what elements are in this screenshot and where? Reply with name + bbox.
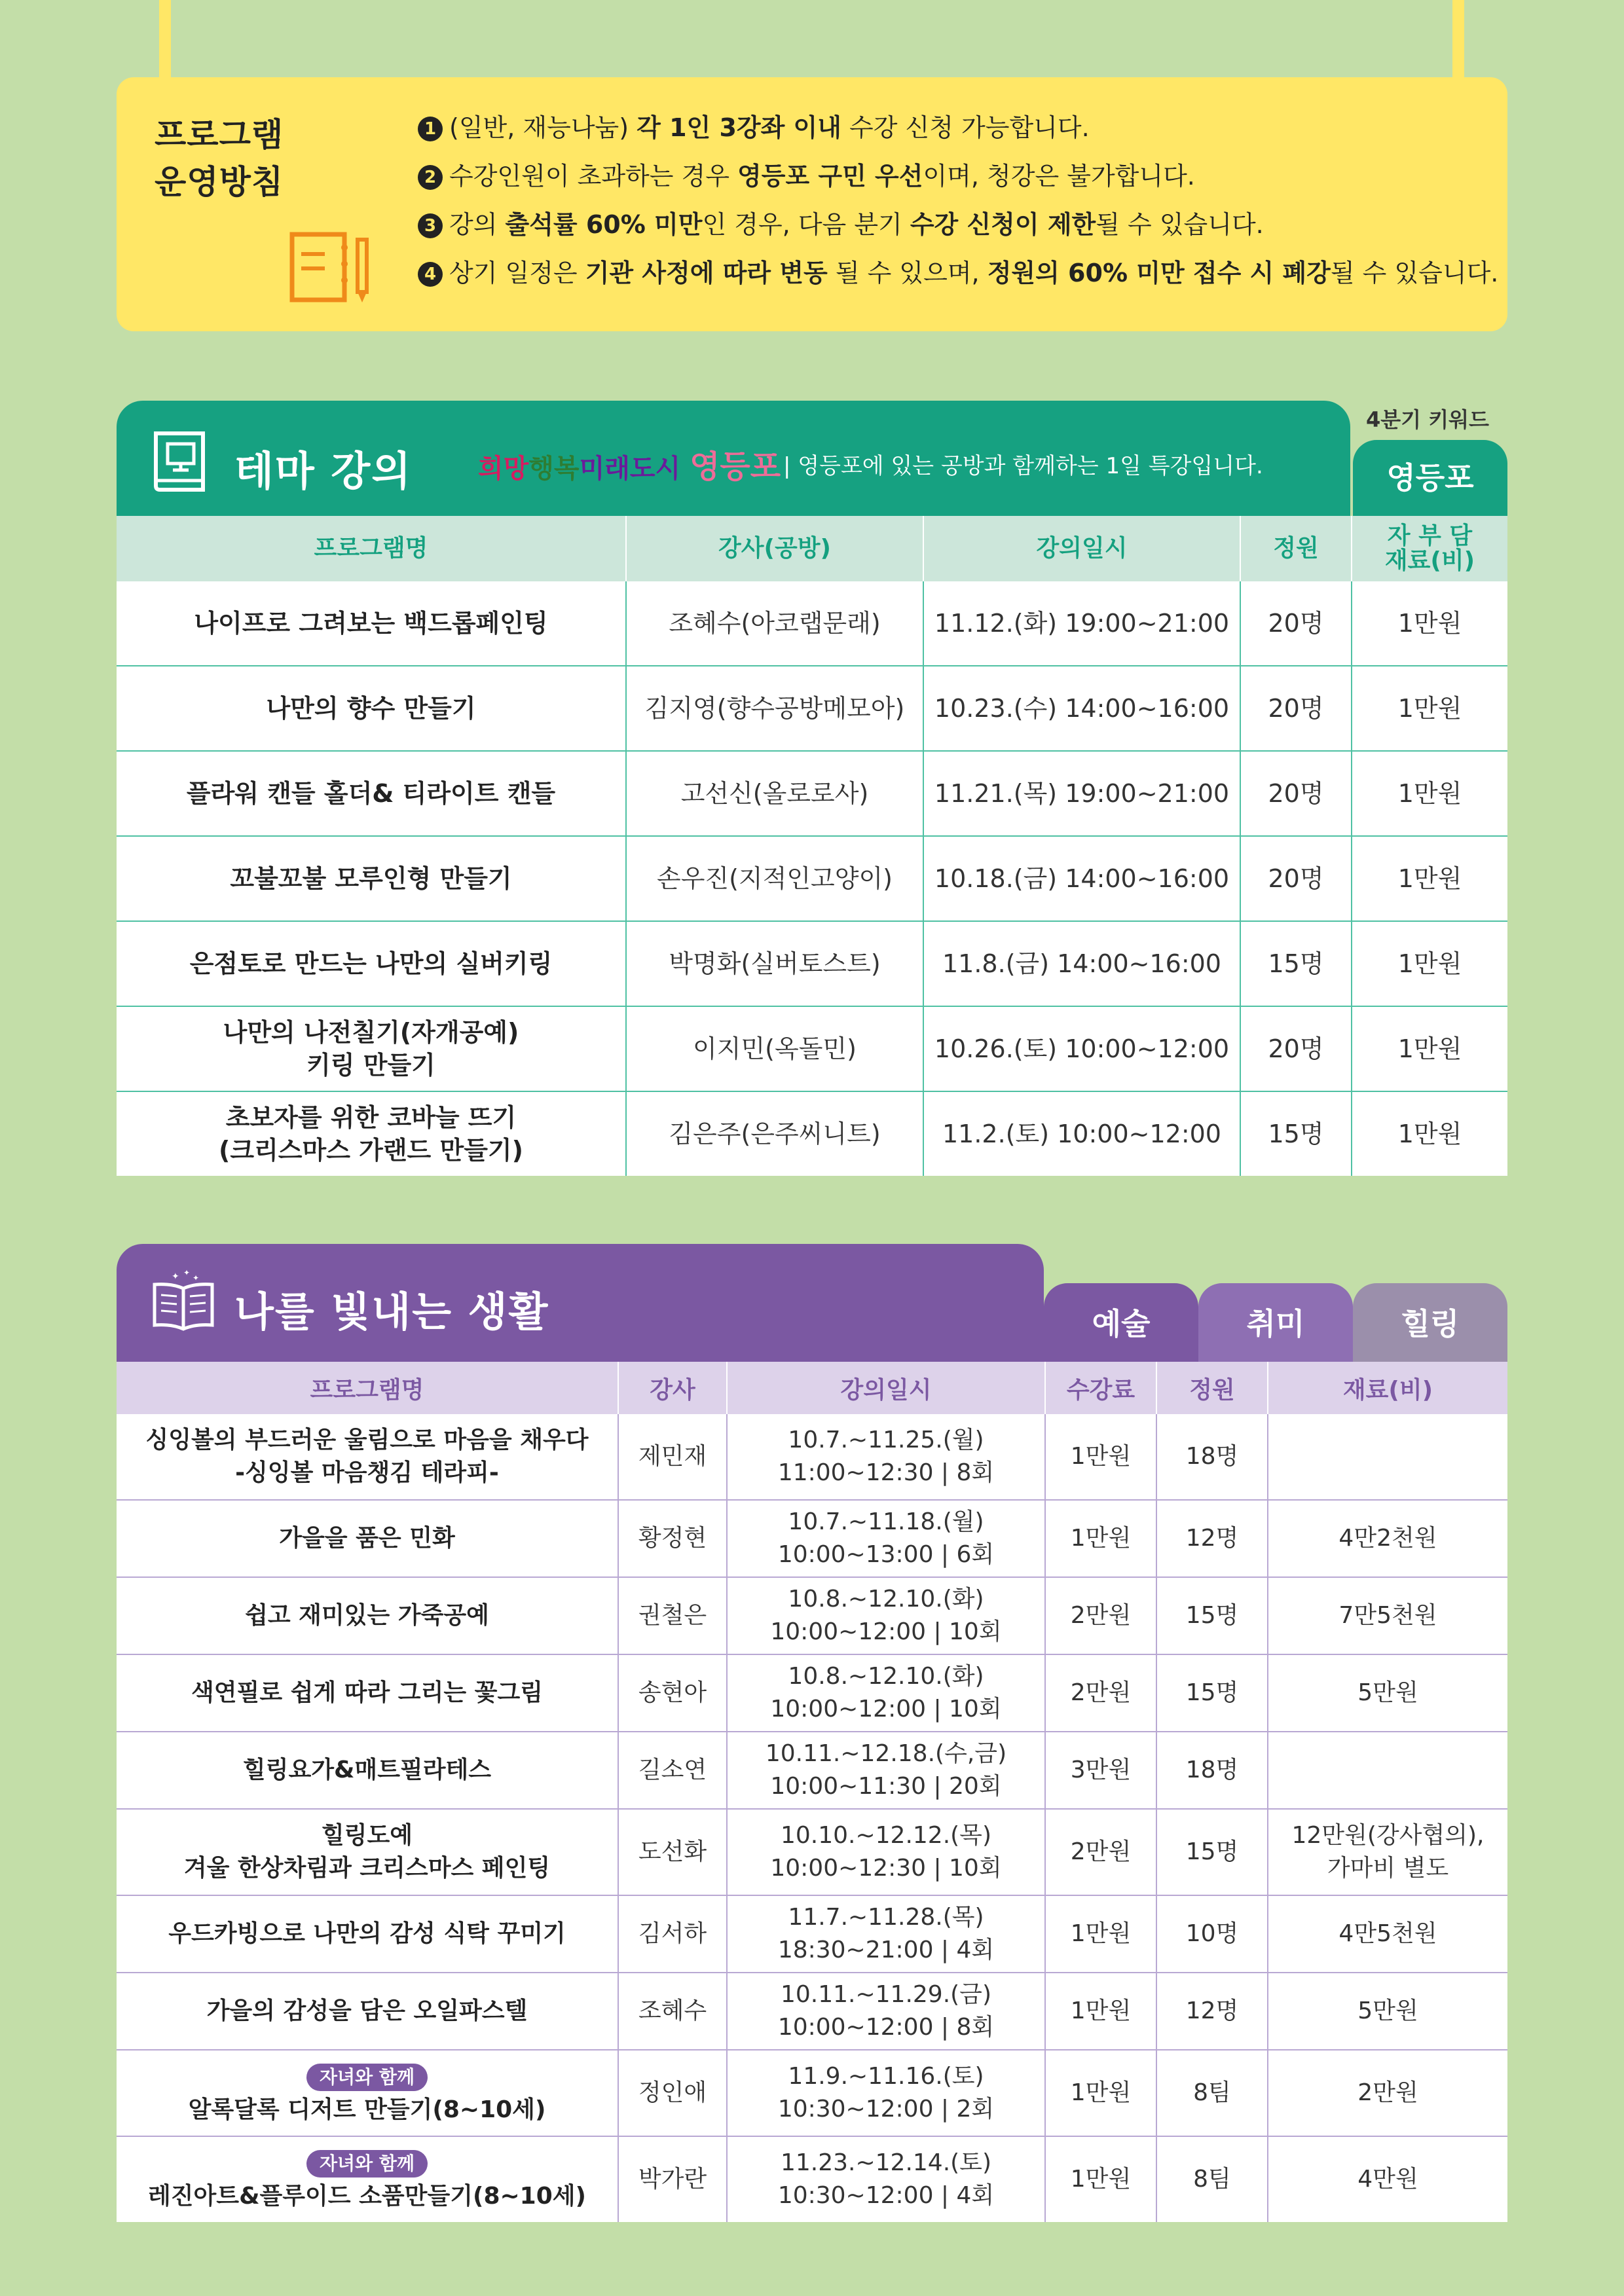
program-name: 색연필로 쉽게 따라 그리는 꽃그림 xyxy=(191,1679,543,1706)
life-column-header: 프로그램명 xyxy=(117,1362,618,1414)
theme-cell-date: 11.21.(목) 19:00~21:00 xyxy=(923,751,1240,836)
theme-cell-fee: 1만원 xyxy=(1352,666,1507,751)
policy-title: 프로그램 운영방침 xyxy=(155,116,284,201)
rule-emphasis: 정원의 60% 미만 접수 시 폐강 xyxy=(987,259,1331,287)
life-cell-cap: 15명 xyxy=(1156,1654,1268,1732)
rule-number-icon: 4 xyxy=(418,262,443,287)
theme-cell-date: 11.2.(토) 10:00~12:00 xyxy=(923,1091,1240,1176)
theme-column-header: 자 부 담 재료(비) xyxy=(1352,516,1507,581)
rule-emphasis: 출석률 60% 미만 xyxy=(505,210,703,239)
life-cell-teacher: 황정현 xyxy=(618,1500,727,1577)
keyword-tab: 영등포 xyxy=(1353,440,1507,516)
policy-rule xyxy=(418,249,1498,297)
life-section-header xyxy=(117,1244,1044,1362)
life-cell-name xyxy=(117,1973,618,2050)
theme-cell-name: 나만의 향수 만들기 xyxy=(117,666,626,751)
table-row xyxy=(117,751,1507,836)
life-cell-material: 5만원 xyxy=(1268,1654,1507,1732)
theme-cell-name: 나만의 나전칠기(자개공예) 키링 만들기 xyxy=(117,1006,626,1091)
theme-cell-name: 초보자를 위한 코바늘 뜨기 (크리스마스 가랜드 만들기) xyxy=(117,1091,626,1176)
program-name: 레진아트&플루이드 소품만들기(8~10세) xyxy=(147,2183,586,2210)
rule-text: 될 수 있습니다. xyxy=(1096,210,1264,239)
life-column-header: 정원 xyxy=(1156,1362,1268,1414)
theme-cell-cap: 20명 xyxy=(1240,836,1352,921)
life-cell-tuition: 1만원 xyxy=(1045,1973,1156,2050)
policy-rule xyxy=(418,152,1498,200)
theme-cell-name: 나이프로 그려보는 백드롭페인팅 xyxy=(117,581,626,666)
life-cell-material: 2만원 xyxy=(1268,2050,1507,2136)
life-column-header: 강사 xyxy=(618,1362,727,1414)
life-cell-date: 10.11.~12.18.(수,금) 10:00~11:30 | 20회 xyxy=(727,1732,1045,1809)
rule-text: 될 수 있습니다. xyxy=(1330,259,1499,287)
tab-art[interactable]: 예술 xyxy=(1044,1283,1198,1362)
life-cell-cap: 15명 xyxy=(1156,1809,1268,1895)
program-name: 쉽고 재미있는 가죽공예 xyxy=(245,1602,489,1629)
life-title: 나를 빛내는 생활 xyxy=(234,1288,549,1336)
theme-cell-teacher: 박명화(실버토스트) xyxy=(626,921,923,1006)
life-cell-tuition: 1만원 xyxy=(1045,2136,1156,2222)
theme-cell-teacher: 손우진(지적인고양이) xyxy=(626,836,923,921)
program-name: 힐링요가&매트필라테스 xyxy=(242,1757,492,1783)
yeongdeungpo-logo: 희망행복미래도시 영등포 xyxy=(478,448,781,485)
theme-cell-teacher: 이지민(옥돌민) xyxy=(626,1006,923,1091)
table-row xyxy=(117,2050,1507,2136)
policy-rule xyxy=(418,200,1498,249)
rule-text: 수강인원이 초과하는 경우 xyxy=(449,162,738,191)
theme-cell-name: 꼬불꼬불 모루인형 만들기 xyxy=(117,836,626,921)
program-name: 알록달록 디저트 만들기(8~10세) xyxy=(188,2096,546,2123)
theme-cell-cap: 15명 xyxy=(1240,921,1352,1006)
life-cell-material: 4만원 xyxy=(1268,2136,1507,2222)
life-cell-name xyxy=(117,2050,618,2136)
life-cell-teacher: 도선화 xyxy=(618,1809,727,1895)
theme-cell-cap: 20명 xyxy=(1240,1006,1352,1091)
rule-text: 이며, 청강은 불가합니다. xyxy=(923,162,1195,191)
tab-hobby[interactable]: 취미 xyxy=(1198,1283,1353,1362)
table-row xyxy=(117,921,1507,1006)
life-cell-date: 10.11.~11.29.(금) 10:00~12:00 | 8회 xyxy=(727,1973,1045,2050)
with-children-badge: 자녀와 함께 xyxy=(306,2064,428,2091)
life-cell-tuition: 2만원 xyxy=(1045,1577,1156,1654)
life-cell-teacher: 박가란 xyxy=(618,2136,727,2222)
table-row xyxy=(117,1091,1507,1176)
theme-column-header: 강사(공방) xyxy=(626,516,923,581)
life-cell-teacher: 김서하 xyxy=(618,1895,727,1973)
table-row xyxy=(117,2136,1507,2222)
theme-cell-date: 11.8.(금) 14:00~16:00 xyxy=(923,921,1240,1006)
table-row xyxy=(117,581,1507,666)
hanging-strip-right xyxy=(1452,0,1464,82)
table-row xyxy=(117,1732,1507,1809)
rule-emphasis: 각 1인 3강좌 이내 xyxy=(637,113,841,142)
open-book-icon xyxy=(149,1269,217,1334)
rule-number-icon: 3 xyxy=(418,213,443,238)
life-cell-tuition: 1만원 xyxy=(1045,1500,1156,1577)
theme-cell-cap: 20명 xyxy=(1240,751,1352,836)
theme-column-header: 정원 xyxy=(1240,516,1352,581)
book-monitor-icon xyxy=(151,429,211,495)
theme-cell-cap: 15명 xyxy=(1240,1091,1352,1176)
theme-title: 테마 강의 xyxy=(234,447,413,495)
theme-cell-fee: 1만원 xyxy=(1352,836,1507,921)
life-cell-cap: 18명 xyxy=(1156,1414,1268,1500)
life-cell-teacher: 송현아 xyxy=(618,1654,727,1732)
theme-cell-teacher: 김은주(은주씨니트) xyxy=(626,1091,923,1176)
rule-emphasis: 기관 사정에 따라 변동 xyxy=(585,259,828,287)
life-cell-name xyxy=(117,1414,618,1500)
life-cell-material: 4만5천원 xyxy=(1268,1895,1507,1973)
theme-cell-fee: 1만원 xyxy=(1352,921,1507,1006)
program-name: 힐링도예 겨울 한상차림과 크리스마스 페인팅 xyxy=(183,1822,551,1882)
theme-cell-teacher: 김지영(향수공방메모아) xyxy=(626,666,923,751)
policy-box xyxy=(117,77,1507,331)
life-cell-teacher: 제민재 xyxy=(618,1414,727,1500)
life-cell-date: 11.7.~11.28.(목) 18:30~21:00 | 4회 xyxy=(727,1895,1045,1973)
life-cell-date: 11.9.~11.16.(토) 10:30~12:00 | 2회 xyxy=(727,2050,1045,2136)
svg-text:✦: ✦ xyxy=(183,1269,191,1277)
rule-text: 상기 일정은 xyxy=(449,259,585,287)
life-cell-date: 10.10.~12.12.(목) 10:00~12:30 | 10회 xyxy=(727,1809,1045,1895)
keyword-label: 4분기 키워드 xyxy=(1366,407,1489,432)
theme-cell-date: 10.23.(수) 14:00~16:00 xyxy=(923,666,1240,751)
life-cell-name xyxy=(117,1895,618,1973)
life-cell-tuition: 2만원 xyxy=(1045,1809,1156,1895)
life-cell-cap: 18명 xyxy=(1156,1732,1268,1809)
theme-cell-date: 10.18.(금) 14:00~16:00 xyxy=(923,836,1240,921)
life-cell-teacher: 권철은 xyxy=(618,1577,727,1654)
table-row xyxy=(117,1577,1507,1654)
program-name: 우드카빙으로 나만의 감성 식탁 꾸미기 xyxy=(168,1920,566,1947)
policy-rule xyxy=(418,103,1498,152)
life-cell-material: 4만2천원 xyxy=(1268,1500,1507,1577)
life-cell-tuition: 1만원 xyxy=(1045,1895,1156,1973)
table-row xyxy=(117,1414,1507,1500)
life-cell-teacher: 조혜수 xyxy=(618,1973,727,2050)
life-cell-name xyxy=(117,1732,618,1809)
life-cell-cap: 8팀 xyxy=(1156,2136,1268,2222)
table-row xyxy=(117,836,1507,921)
life-cell-name xyxy=(117,1654,618,1732)
table-row xyxy=(117,1006,1507,1091)
policy-rules xyxy=(418,103,1498,297)
life-cell-cap: 12명 xyxy=(1156,1973,1268,2050)
life-cell-name xyxy=(117,1500,618,1577)
life-cell-date: 10.8.~12.10.(화) 10:00~12:00 | 10회 xyxy=(727,1654,1045,1732)
table-row xyxy=(117,666,1507,751)
life-cell-tuition: 1만원 xyxy=(1045,1414,1156,1500)
theme-description: | 영등포에 있는 공방과 함께하는 1일 특강입니다. xyxy=(783,453,1263,479)
life-cell-material xyxy=(1268,1732,1507,1809)
life-column-header: 수강료 xyxy=(1045,1362,1156,1414)
program-name: 싱잉볼의 부드러운 울림으로 마음을 채우다 -싱잉볼 마음챙김 테라피- xyxy=(145,1427,589,1486)
life-cell-tuition: 1만원 xyxy=(1045,2050,1156,2136)
life-cell-date: 10.8.~12.10.(화) 10:00~12:00 | 10회 xyxy=(727,1577,1045,1654)
life-cell-material xyxy=(1268,1414,1507,1500)
life-cell-tuition: 2만원 xyxy=(1045,1654,1156,1732)
theme-cell-date: 10.26.(토) 10:00~12:00 xyxy=(923,1006,1240,1091)
life-cell-cap: 8팀 xyxy=(1156,2050,1268,2136)
life-cell-date: 10.7.~11.25.(월) 11:00~12:30 | 8회 xyxy=(727,1414,1045,1500)
theme-cell-date: 11.12.(화) 19:00~21:00 xyxy=(923,581,1240,666)
life-cell-material: 7만5천원 xyxy=(1268,1577,1507,1654)
with-children-badge: 자녀와 함께 xyxy=(306,2150,428,2178)
rule-text: (일반, 재능나눔) xyxy=(449,113,637,142)
program-name: 가을의 감성을 담은 오일파스텔 xyxy=(206,1997,528,2024)
life-cell-material: 5만원 xyxy=(1268,1973,1507,2050)
rule-text: 인 경우, 다음 분기 xyxy=(702,210,910,239)
theme-cell-teacher: 조혜수(아코랩문래) xyxy=(626,581,923,666)
rule-text: 수강 신청 가능합니다. xyxy=(841,113,1090,142)
life-cell-cap: 10명 xyxy=(1156,1895,1268,1973)
rule-text: 될 수 있으며, xyxy=(827,259,987,287)
life-cell-name xyxy=(117,2136,618,2222)
tab-healing[interactable]: 힐링 xyxy=(1353,1283,1507,1362)
rule-number-icon: 2 xyxy=(418,165,443,190)
life-cell-material: 12만원(강사협의), 가마비 별도 xyxy=(1268,1809,1507,1895)
table-row xyxy=(117,1809,1507,1895)
table-row xyxy=(117,1973,1507,2050)
life-cell-date: 11.23.~12.14.(토) 10:30~12:00 | 4회 xyxy=(727,2136,1045,2222)
table-row xyxy=(117,1654,1507,1732)
rule-text: 강의 xyxy=(449,210,506,239)
theme-cell-name: 은점토로 만드는 나만의 실버키링 xyxy=(117,921,626,1006)
life-cell-name xyxy=(117,1809,618,1895)
theme-cell-cap: 20명 xyxy=(1240,581,1352,666)
theme-cell-fee: 1만원 xyxy=(1352,1091,1507,1176)
table-row xyxy=(117,1895,1507,1973)
theme-cell-fee: 1만원 xyxy=(1352,751,1507,836)
theme-cell-cap: 20명 xyxy=(1240,666,1352,751)
life-table xyxy=(117,1362,1507,2222)
theme-table xyxy=(117,516,1507,1176)
svg-text:✦: ✦ xyxy=(172,1271,179,1282)
life-cell-cap: 12명 xyxy=(1156,1500,1268,1577)
notebook-pencil-icon xyxy=(286,228,377,306)
program-name: 가을을 품은 민화 xyxy=(279,1525,455,1552)
life-column-header: 재료(비) xyxy=(1268,1362,1507,1414)
life-cell-name xyxy=(117,1577,618,1654)
life-cell-tuition: 3만원 xyxy=(1045,1732,1156,1809)
life-cell-cap: 15명 xyxy=(1156,1577,1268,1654)
life-cell-teacher: 정인애 xyxy=(618,2050,727,2136)
theme-column-header: 강의일시 xyxy=(923,516,1240,581)
rule-emphasis: 수강 신청이 제한 xyxy=(910,210,1096,239)
hanging-strip-left xyxy=(159,0,171,82)
rule-number-icon: 1 xyxy=(418,117,443,141)
theme-cell-name: 플라워 캔들 홀더& 티라이트 캔들 xyxy=(117,751,626,836)
life-cell-teacher: 길소연 xyxy=(618,1732,727,1809)
svg-text:✦: ✦ xyxy=(193,1273,200,1283)
theme-section-header xyxy=(117,401,1350,516)
theme-cell-fee: 1만원 xyxy=(1352,1006,1507,1091)
theme-column-header: 프로그램명 xyxy=(117,516,626,581)
rule-emphasis: 영등포 구민 우선 xyxy=(737,162,923,191)
table-row xyxy=(117,1500,1507,1577)
theme-cell-teacher: 고선신(올로로사) xyxy=(626,751,923,836)
life-cell-date: 10.7.~11.18.(월) 10:00~13:00 | 6회 xyxy=(727,1500,1045,1577)
theme-cell-fee: 1만원 xyxy=(1352,581,1507,666)
life-column-header: 강의일시 xyxy=(727,1362,1045,1414)
